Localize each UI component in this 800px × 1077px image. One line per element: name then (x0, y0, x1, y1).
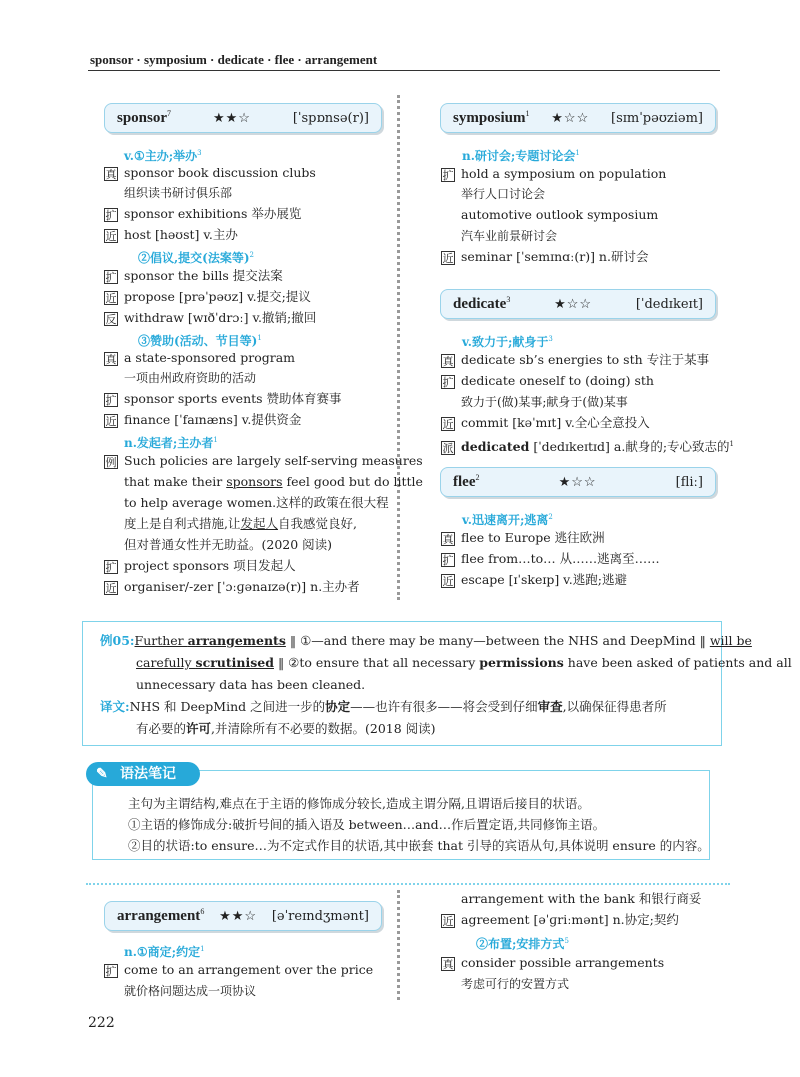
tag-icon: 扩 (105, 964, 117, 978)
page-header-title: sponsor · symposium · dedicate · flee · arrangement (90, 52, 378, 67)
example-line: 但对普通女性并无助益。(2020 阅读) (124, 537, 333, 552)
phonetic: [ˈdedɪkeɪt] (635, 296, 703, 312)
column-divider (397, 95, 400, 600)
sense-label: n.①商定;约定$^1$ (124, 945, 205, 959)
section-separator (86, 883, 730, 885)
headword: arrangement$^6$ (117, 907, 205, 924)
entry-line: arrangement with the bank 和银行商妥 (461, 891, 702, 906)
entry-line: 扩 dedicate oneself to (doing) sth (442, 373, 654, 389)
frequency-stars: ★★☆ (219, 908, 258, 924)
phonetic: [ˈspɒnsə(r)] (292, 110, 369, 126)
tag-icon: 近 (442, 417, 454, 431)
entry-line: 扩 sponsor exhibitions 举办展览 (105, 206, 302, 222)
grammar-note-line: 主句为主谓结构,难点在于主语的修饰成分较长,造成主谓分隔,且谓语后接目的状语。 (128, 796, 590, 811)
headword: symposium$^1$ (453, 109, 530, 126)
entry-translation: 致力于(做)某事;献身于(做)某事 (461, 395, 628, 409)
tag-icon: 近 (442, 574, 454, 588)
entry-line: 扩 sponsor the bills 提交法案 (105, 268, 283, 284)
frequency-stars: ★☆☆ (554, 296, 593, 312)
grammar-note-line: ②目的状语:to ensure…为不定式作目的状语,其中嵌套 that 引导的宾语从句,具体说明 ensure 的内容。 (128, 838, 710, 853)
entry-translation: 考虑可行的安置方式 (461, 977, 570, 991)
entry-line: 近 host [həʊst] v.主办 (105, 227, 238, 243)
tag-icon: 扩 (105, 393, 117, 407)
tag-icon: 近 (105, 414, 117, 428)
entry-line: 近 seminar [ˈsemɪnɑː(r)] n.研讨会 (442, 249, 649, 265)
sense-label: n.发起者;主办者$^1$ (124, 436, 218, 450)
tag-icon: 真 (442, 354, 454, 368)
entry-line: 近 agreement [əˈɡriːmənt] n.协定;契约 (442, 912, 679, 928)
entry-translation: 举行人口讨论会 (461, 187, 546, 201)
sense-label: v.①主办;举办$^3$ (124, 149, 202, 163)
tag-icon: 近 (442, 251, 454, 265)
entry-line: 近 commit [kəˈmɪt] v.全心全意投入 (442, 415, 650, 431)
tag-icon: 扩 (442, 168, 454, 182)
headword: sponsor$^7$ (117, 109, 172, 126)
tag-icon: 真 (442, 957, 454, 971)
tag-icon: 近 (105, 291, 117, 305)
tag-icon: 真 (105, 167, 117, 181)
tag-icon: 扩 (105, 208, 117, 222)
entry-line: 真 dedicate sb’s energies to sth 专注于某事 (442, 352, 710, 368)
tag-icon: 真 (442, 532, 454, 546)
sense-label: ②倡议,提交(法案等)$^2$ (138, 251, 255, 265)
example-line: to help average women.这样的政策在很大程 (124, 495, 389, 510)
headword-box-dedicate (440, 289, 716, 319)
header-rule (88, 70, 720, 71)
tag-icon: 扩 (105, 270, 117, 284)
entry-translation: 汽车业前景研讨会 (461, 229, 558, 243)
example-line: 度上是自利式措施,让发起人自我感觉良好, (124, 516, 357, 531)
column-divider (397, 890, 400, 1000)
phonetic: [fliː] (675, 474, 703, 490)
sense-label: n.研讨会;专题讨论会$^1$ (462, 149, 580, 163)
phonetic: [sɪmˈpəʊziəm] (611, 110, 703, 126)
frequency-stars: ★☆☆ (551, 110, 590, 126)
sense-label: ③赞助(活动、节目等)$^1$ (138, 334, 262, 348)
tag-icon: 扩 (442, 553, 454, 567)
entry-line: 近 escape [ɪˈskeɪp] v.逃跑;逃避 (442, 572, 627, 588)
entry-line: 近 organiser/-zer [ˈɔːɡənaɪzə(r)] n.主办者 (105, 579, 360, 595)
entry-line: 近 propose [prəˈpəʊz] v.提交;提议 (105, 289, 311, 305)
entry-line: 扩 sponsor sports events 赞助体育赛事 (105, 391, 342, 407)
entry-translation: 一项由州政府资助的活动 (124, 371, 257, 385)
entry-line: 扩 project sponsors 项目发起人 (105, 558, 296, 574)
entry-translation: 就价格问题达成一项协议 (124, 984, 257, 998)
tag-icon: 真 (105, 352, 117, 366)
entry-line: 真 a state-sponsored program (105, 350, 296, 366)
tag-icon: 例 (105, 455, 117, 469)
headword-box-symposium (440, 103, 716, 133)
tag-icon: 近 (105, 229, 117, 243)
pen-icon: ✎ (96, 766, 108, 782)
phonetic: [əˈreɪndʒmənt] (271, 908, 369, 924)
entry-line: 真 flee to Europe 逃往欧洲 (442, 530, 605, 546)
tag-icon: 近 (442, 914, 454, 928)
grammar-note-line: ①主语的修饰成分:破折号间的插入语及 between…and…作后置定语,共同修饰主语。 (128, 817, 606, 832)
example-translation: 有必要的许可,并清除所有不必要的数据。(2018 阅读) (136, 721, 436, 736)
sense-label: v.致力于;献身于$^3$ (462, 335, 553, 349)
frequency-stars: ★☆☆ (558, 474, 597, 490)
entry-line: 真 sponsor book discussion clubs (105, 165, 316, 181)
entry-line: 扩 come to an arrangement over the price (105, 962, 374, 978)
tag-icon: 反 (105, 312, 117, 326)
example-sentence: unnecessary data has been cleaned. (136, 677, 366, 692)
entry-line: 真 consider possible arrangements (442, 955, 665, 971)
entry-line: 近 finance [ˈfaɪnæns] v.提供资金 (105, 412, 302, 428)
entry-line: automotive outlook symposium (461, 207, 659, 222)
tag-icon: 扩 (442, 375, 454, 389)
page-number: 222 (88, 1015, 115, 1031)
example-line: that make their sponsors feel good but do little (124, 474, 423, 489)
entry-line: 扩 flee from…to… 从……逃离至…… (442, 551, 660, 567)
headword: dedicate$^3$ (453, 295, 511, 312)
headword: flee$^2$ (453, 473, 480, 490)
example-translation: 译文:NHS 和 DeepMind 之间进一步的协定——也许有很多——将会受到仔细审查,以确保征得患者所 (100, 699, 667, 714)
tag-icon: 派 (442, 441, 454, 455)
entry-translation: 组织读书研讨俱乐部 (124, 186, 233, 200)
tag-icon: 近 (105, 581, 117, 595)
entry-line: 反 withdraw [wɪðˈdrɔː] v.撤销;撤回 (105, 310, 317, 326)
frequency-stars: ★★☆ (212, 110, 251, 126)
example-line: 例 Such policies are largely self-serving measures (105, 453, 423, 469)
tag-icon: 扩 (105, 560, 117, 574)
entry-line: 派 dedicated [ˈdedɪkeɪtɪd] a.献身的;专心致志的$^1$ (442, 439, 734, 455)
example-sentence: carefully scrutinised ‖ ②to ensure that all necessary permissions have been asked of patients and all (136, 655, 792, 670)
example-sentence: 例05:Further arrangements ‖ ①—and there may be many—between the NHS and DeepMind ‖ will be (100, 633, 752, 648)
grammar-notes-title: ✎ 语法笔记 (86, 762, 200, 786)
headword-box-arrangement (104, 901, 382, 931)
headword-box-flee (440, 467, 716, 497)
sense-label: v.迅速离开;逃离$^2$ (462, 513, 553, 527)
headword-box-sponsor (104, 103, 382, 133)
sense-label: ②布置;安排方式$^5$ (476, 937, 569, 951)
entry-line: 扩 hold a symposium on population (442, 166, 667, 182)
